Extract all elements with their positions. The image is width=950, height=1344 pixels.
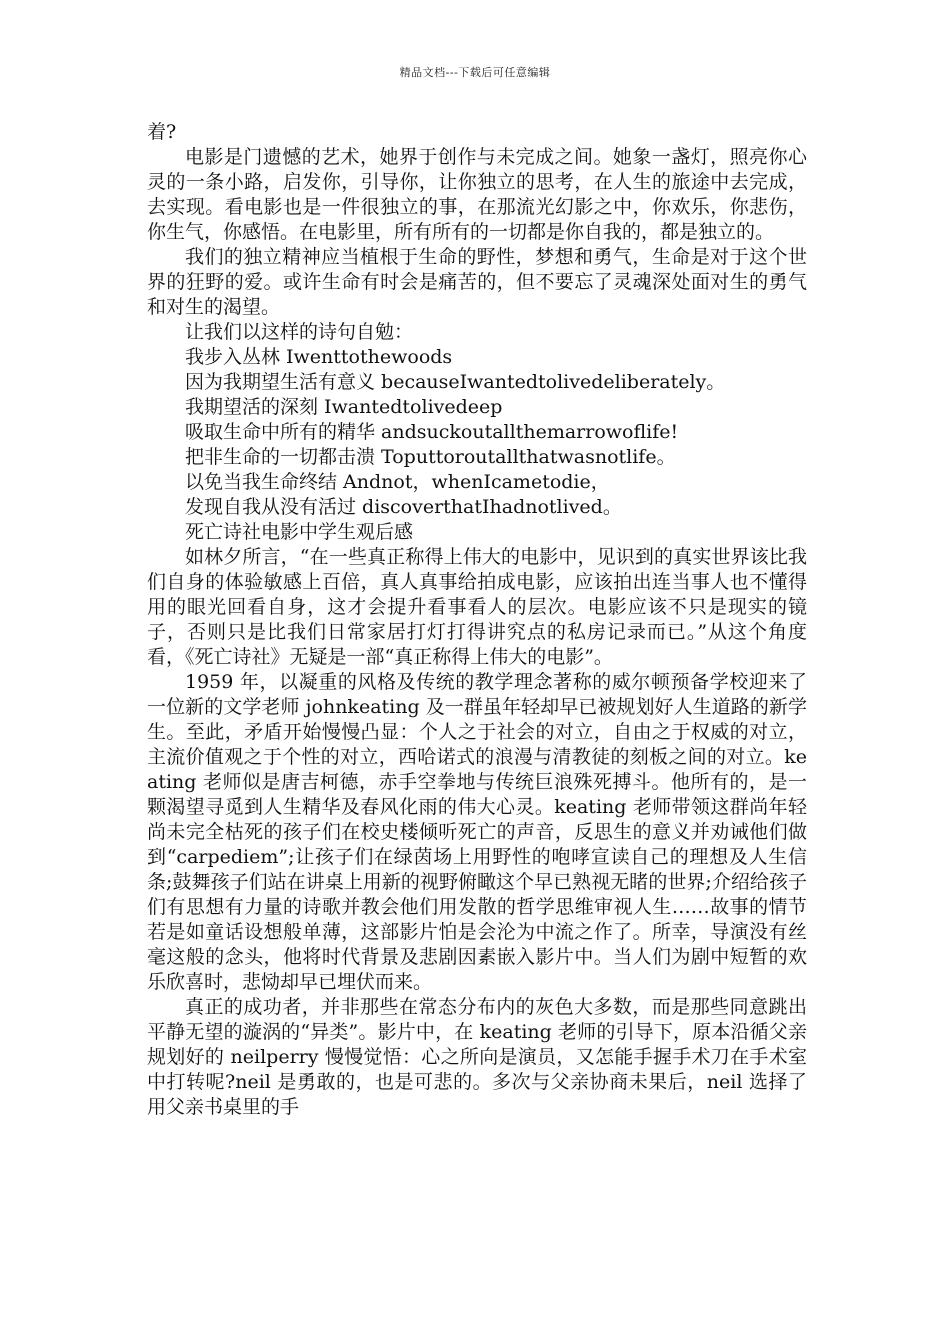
paragraph: 真正的成功者，并非那些在常态分布内的灰色大多数，而是那些同意跳出平静无望的漩涡的“异类”。影片中，在 keating 老师的引导下，原本沿循父亲规划好的 neilperry 慢慢觉悟：心之所向是演员，又怎能手握手术刀在手术室中打转呢?neil 是勇敢的，也是可悲的。多次与父亲协商未果后，neil 选择了用父亲书桌里的手 bbox=[147, 996, 807, 1118]
document-body bbox=[147, 120, 807, 1120]
section-title: 死亡诗社电影中学生观后感 bbox=[185, 521, 414, 543]
poem-line: 发现自我从没有活过 discoverthatIhadnotlived。 bbox=[185, 496, 622, 518]
poem-line: 把非生命的一切都击溃 Toputtoroutallthatwasnotlife。 bbox=[185, 446, 676, 468]
paragraph: 着? bbox=[147, 121, 177, 143]
poem-line: 因为我期望生活有意义 becauseIwantedtolivedeliberately。 bbox=[185, 371, 726, 393]
paragraph: 1959 年，以凝重的风格及传统的教学理念著称的威尔顿预备学校迎来了一位新的文学老师 johnkeating 及一群虽年轻却早已被规划好人生道路的新学生。至此，矛盾开始慢慢凸显：个人之于社会的对立，自由之于权威的对立，主流价值观之于个性的对立，西哈诺式的浪漫与清教徒的刻板之间的对立。keating 老师似是唐吉柯德，赤手空拳地与传统巨浪殊死搏斗。他所有的，是一颗渴望寻觅到人生精华及春风化雨的伟大心灵。keating 老师带领这群尚年轻尚未完全枯死的孩子们在校史楼倾听死亡的声音，反思生的意义并劝诫他们做到“carpediem”;让孩子们在绿茵场上用野性的咆哮宣读自己的理想及人生信条;鼓舞孩子们站在讲桌上用新的视野俯瞰这个早已熟视无睹的世界;介绍给孩子们有思想有力量的诗歌并教会他们用发散的哲学思维审视人生……故事的情节若是如童话设想般单薄，这部影片怕是会沦为中流之作了。所幸，导演没有丝毫这般的念头，他将时代背景及悲剧因素嵌入影片中。当人们为剧中短暂的欢乐欣喜时，悲恸却早已埋伏而来。 bbox=[147, 671, 807, 993]
poem-line: 吸取生命中所有的精华 andsuckoutallthemarrowoflife! bbox=[185, 421, 679, 443]
poem-line: 我步入丛林 Iwenttothewoods bbox=[185, 346, 453, 368]
poem-line: 我期望活的深刻 Iwantedtolivedeep bbox=[185, 396, 503, 418]
paragraph: 让我们以这样的诗句自勉： bbox=[185, 321, 414, 343]
paragraph: 如林夕所言，“在一些真正称得上伟大的电影中，见识到的真实世界该比我们自身的体验敏感上百倍，真人真事给拍成电影，应该拍出连当事人也不懂得用的眼光回看自身，这才会提升看事看人的层次。电影应该不只是现实的镜子，否则只是比我们日常家居打灯打得讲究点的私房记录而已。”从这个角度看，《死亡诗社》无疑是一部“真正称得上伟大的电影”。 bbox=[147, 546, 807, 668]
paragraph: 我们的独立精神应当植根于生命的野性，梦想和勇气，生命是对于这个世界的狂野的爱。或许生命有时会是痛苦的，但不要忘了灵魂深处面对生的勇气和对生的渴望。 bbox=[147, 246, 807, 318]
poem-line: 以免当我生命终结 Andnot，whenIcametodie， bbox=[185, 471, 610, 493]
page-header: 精品文档---下载后可任意编辑 bbox=[399, 66, 551, 79]
paragraph: 电影是门遗憾的艺术，她界于创作与未完成之间。她象一盏灯，照亮你心灵的一条小路，启发你，引导你，让你独立的思考，在人生的旅途中去完成，去实现。看电影也是一件很独立的事，在那流光幻影之中，你欢乐，你悲伤，你生气，你感悟。在电影里，所有所有的一切都是你自我的，都是独立的。 bbox=[147, 146, 807, 243]
